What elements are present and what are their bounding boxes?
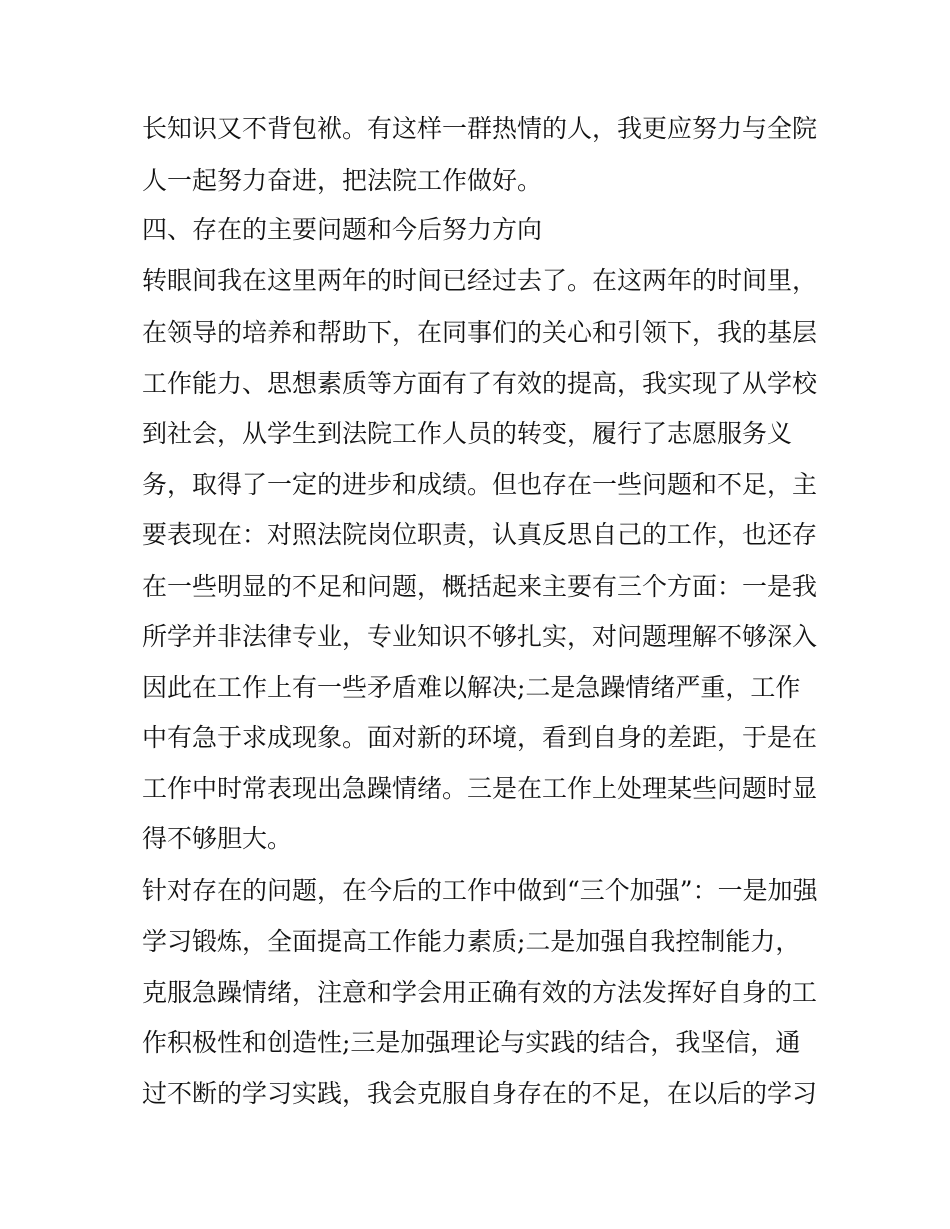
- text-line: 作积极性和创造性;三是加强理论与实践的结合，我坚信，通: [142, 1028, 801, 1057]
- text-line: 转眼间我在这里两年的时间已经过去了。在这两年的时间里，: [142, 266, 818, 295]
- text-line: 工作中时常表现出急躁情绪。三是在工作上处理某些问题时显: [142, 774, 818, 803]
- section-heading: 四、存在的主要问题和今后努力方向: [142, 215, 543, 244]
- text-line: 因此在工作上有一些矛盾难以解决;二是急躁情绪严重，工作: [142, 673, 801, 702]
- text-line: 长知识又不背包袱。有这样一群热情的人，我更应努力与全院: [142, 114, 818, 143]
- text-line: 所学并非法律专业，专业知识不够扎实，对问题理解不够深入: [142, 622, 818, 651]
- text-line: 得不够胆大。: [142, 824, 293, 853]
- text-line: 中有急于求成现象。面对新的环境，看到自身的差距，于是在: [142, 723, 818, 752]
- text-line: 在领导的培养和帮助下，在同事们的关心和引领下，我的基层: [142, 318, 818, 347]
- text-line: 要表现在：对照法院岗位职责，认真反思自己的工作，也还存: [142, 520, 818, 549]
- text-line: 过不断的学习实践，我会克服自身存在的不足，在以后的学习: [142, 1079, 818, 1108]
- text-line: 克服急躁情绪，注意和学会用正确有效的方法发挥好自身的工: [142, 978, 818, 1007]
- text-line: 工作能力、思想素质等方面有了有效的提高，我实现了从学校: [142, 369, 818, 398]
- text-line: 针对存在的问题，在今后的工作中做到“三个加强”：一是加强: [142, 876, 818, 905]
- text-line: 学习锻炼，全面提高工作能力素质;二是加强自我控制能力，: [142, 927, 801, 956]
- text-line: 务，取得了一定的进步和成绩。但也存在一些问题和不足，主: [142, 470, 818, 499]
- text-line: 人一起努力奋进，把法院工作做好。: [142, 166, 543, 195]
- text-line: 在一些明显的不足和问题，概括起来主要有三个方面：一是我: [142, 572, 818, 601]
- text-line: 到社会，从学生到法院工作人员的转变，履行了志愿服务义: [142, 419, 793, 448]
